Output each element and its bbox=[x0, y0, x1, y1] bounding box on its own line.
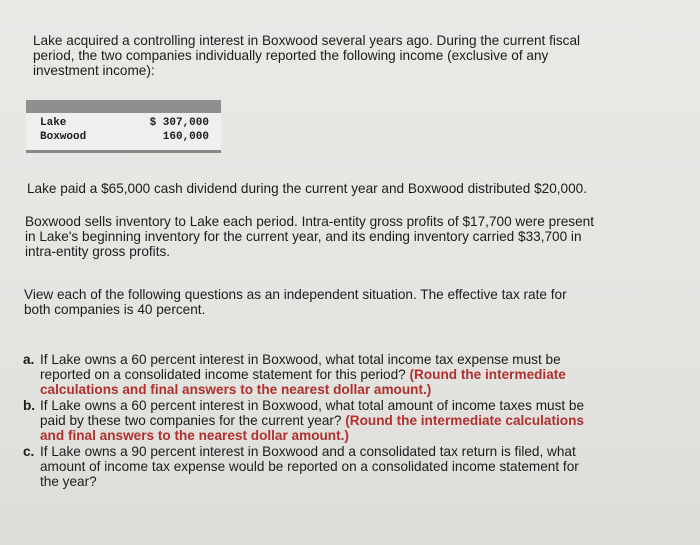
question-a bbox=[23, 352, 683, 397]
question-text bbox=[23, 398, 683, 443]
company-name: Lake bbox=[40, 117, 67, 129]
rounding-note: calculations and final answers to the nearest dollar amount.) bbox=[40, 382, 432, 397]
question-label: a. bbox=[23, 352, 35, 367]
question-line: If Lake owns a 60 percent interest in Boxwood, what total amount of income taxes must be bbox=[40, 398, 585, 413]
instructions-line: both companies is 40 percent. bbox=[24, 302, 206, 317]
question-b bbox=[23, 398, 683, 443]
intro-line: period, the two companies individually reported the following income (exclusive of any bbox=[33, 48, 549, 63]
question-list bbox=[23, 352, 683, 490]
inventory-paragraph bbox=[25, 214, 675, 259]
dividend-paragraph: Lake paid a $65,000 cash dividend during the current year and Boxwood distributed $20,000. bbox=[27, 181, 587, 196]
inventory-line: in Lake's beginning inventory for the current year, and its ending inventory carried $33,700 in bbox=[25, 229, 582, 244]
question-line bbox=[40, 413, 683, 428]
question-line: If Lake owns a 60 percent interest in Boxwood, what total income tax expense must be bbox=[40, 352, 561, 367]
rounding-note: (Round the intermediate calculations bbox=[345, 413, 584, 428]
intro-line: investment income): bbox=[33, 63, 155, 78]
table-header-bar bbox=[26, 100, 221, 113]
question-line: If Lake owns a 90 percent interest in Boxwood and a consolidated tax return is filed, what bbox=[40, 444, 576, 459]
question-line: amount of income tax expense would be reported on a consolidated income statement for bbox=[40, 459, 579, 474]
rounding-note: and final answers to the nearest dollar amount.) bbox=[40, 428, 349, 443]
inventory-line: intra-entity gross profits. bbox=[25, 244, 171, 259]
question-text bbox=[23, 444, 683, 489]
instructions-line: View each of the following questions as an independent situation. The effective tax rate for bbox=[24, 287, 567, 302]
company-name: Boxwood bbox=[40, 131, 87, 143]
table-body bbox=[26, 113, 221, 150]
income-amount: 160,000 bbox=[162, 131, 209, 143]
income-amount: $ 307,000 bbox=[149, 117, 209, 129]
income-table bbox=[26, 100, 221, 153]
question-line bbox=[40, 367, 683, 382]
question-line: the year? bbox=[40, 474, 97, 489]
question-label: b. bbox=[23, 398, 36, 413]
instructions-paragraph bbox=[24, 287, 674, 317]
question-c bbox=[23, 444, 683, 489]
question-text bbox=[23, 352, 683, 397]
inventory-line: Boxwood sells inventory to Lake each period. Intra-entity gross profits of $17,700 were present bbox=[25, 214, 594, 229]
intro-line: Lake acquired a controlling interest in Boxwood several years ago. During the current fiscal bbox=[33, 33, 581, 48]
question-line-text: paid by these two companies for the current year? bbox=[40, 413, 346, 428]
question-line-text: reported on a consolidated income statement for this period? bbox=[40, 367, 410, 382]
intro-paragraph bbox=[33, 33, 663, 78]
question-label: c. bbox=[23, 444, 35, 459]
table-footer-bar bbox=[26, 150, 221, 153]
rounding-note: (Round the intermediate bbox=[409, 367, 566, 382]
